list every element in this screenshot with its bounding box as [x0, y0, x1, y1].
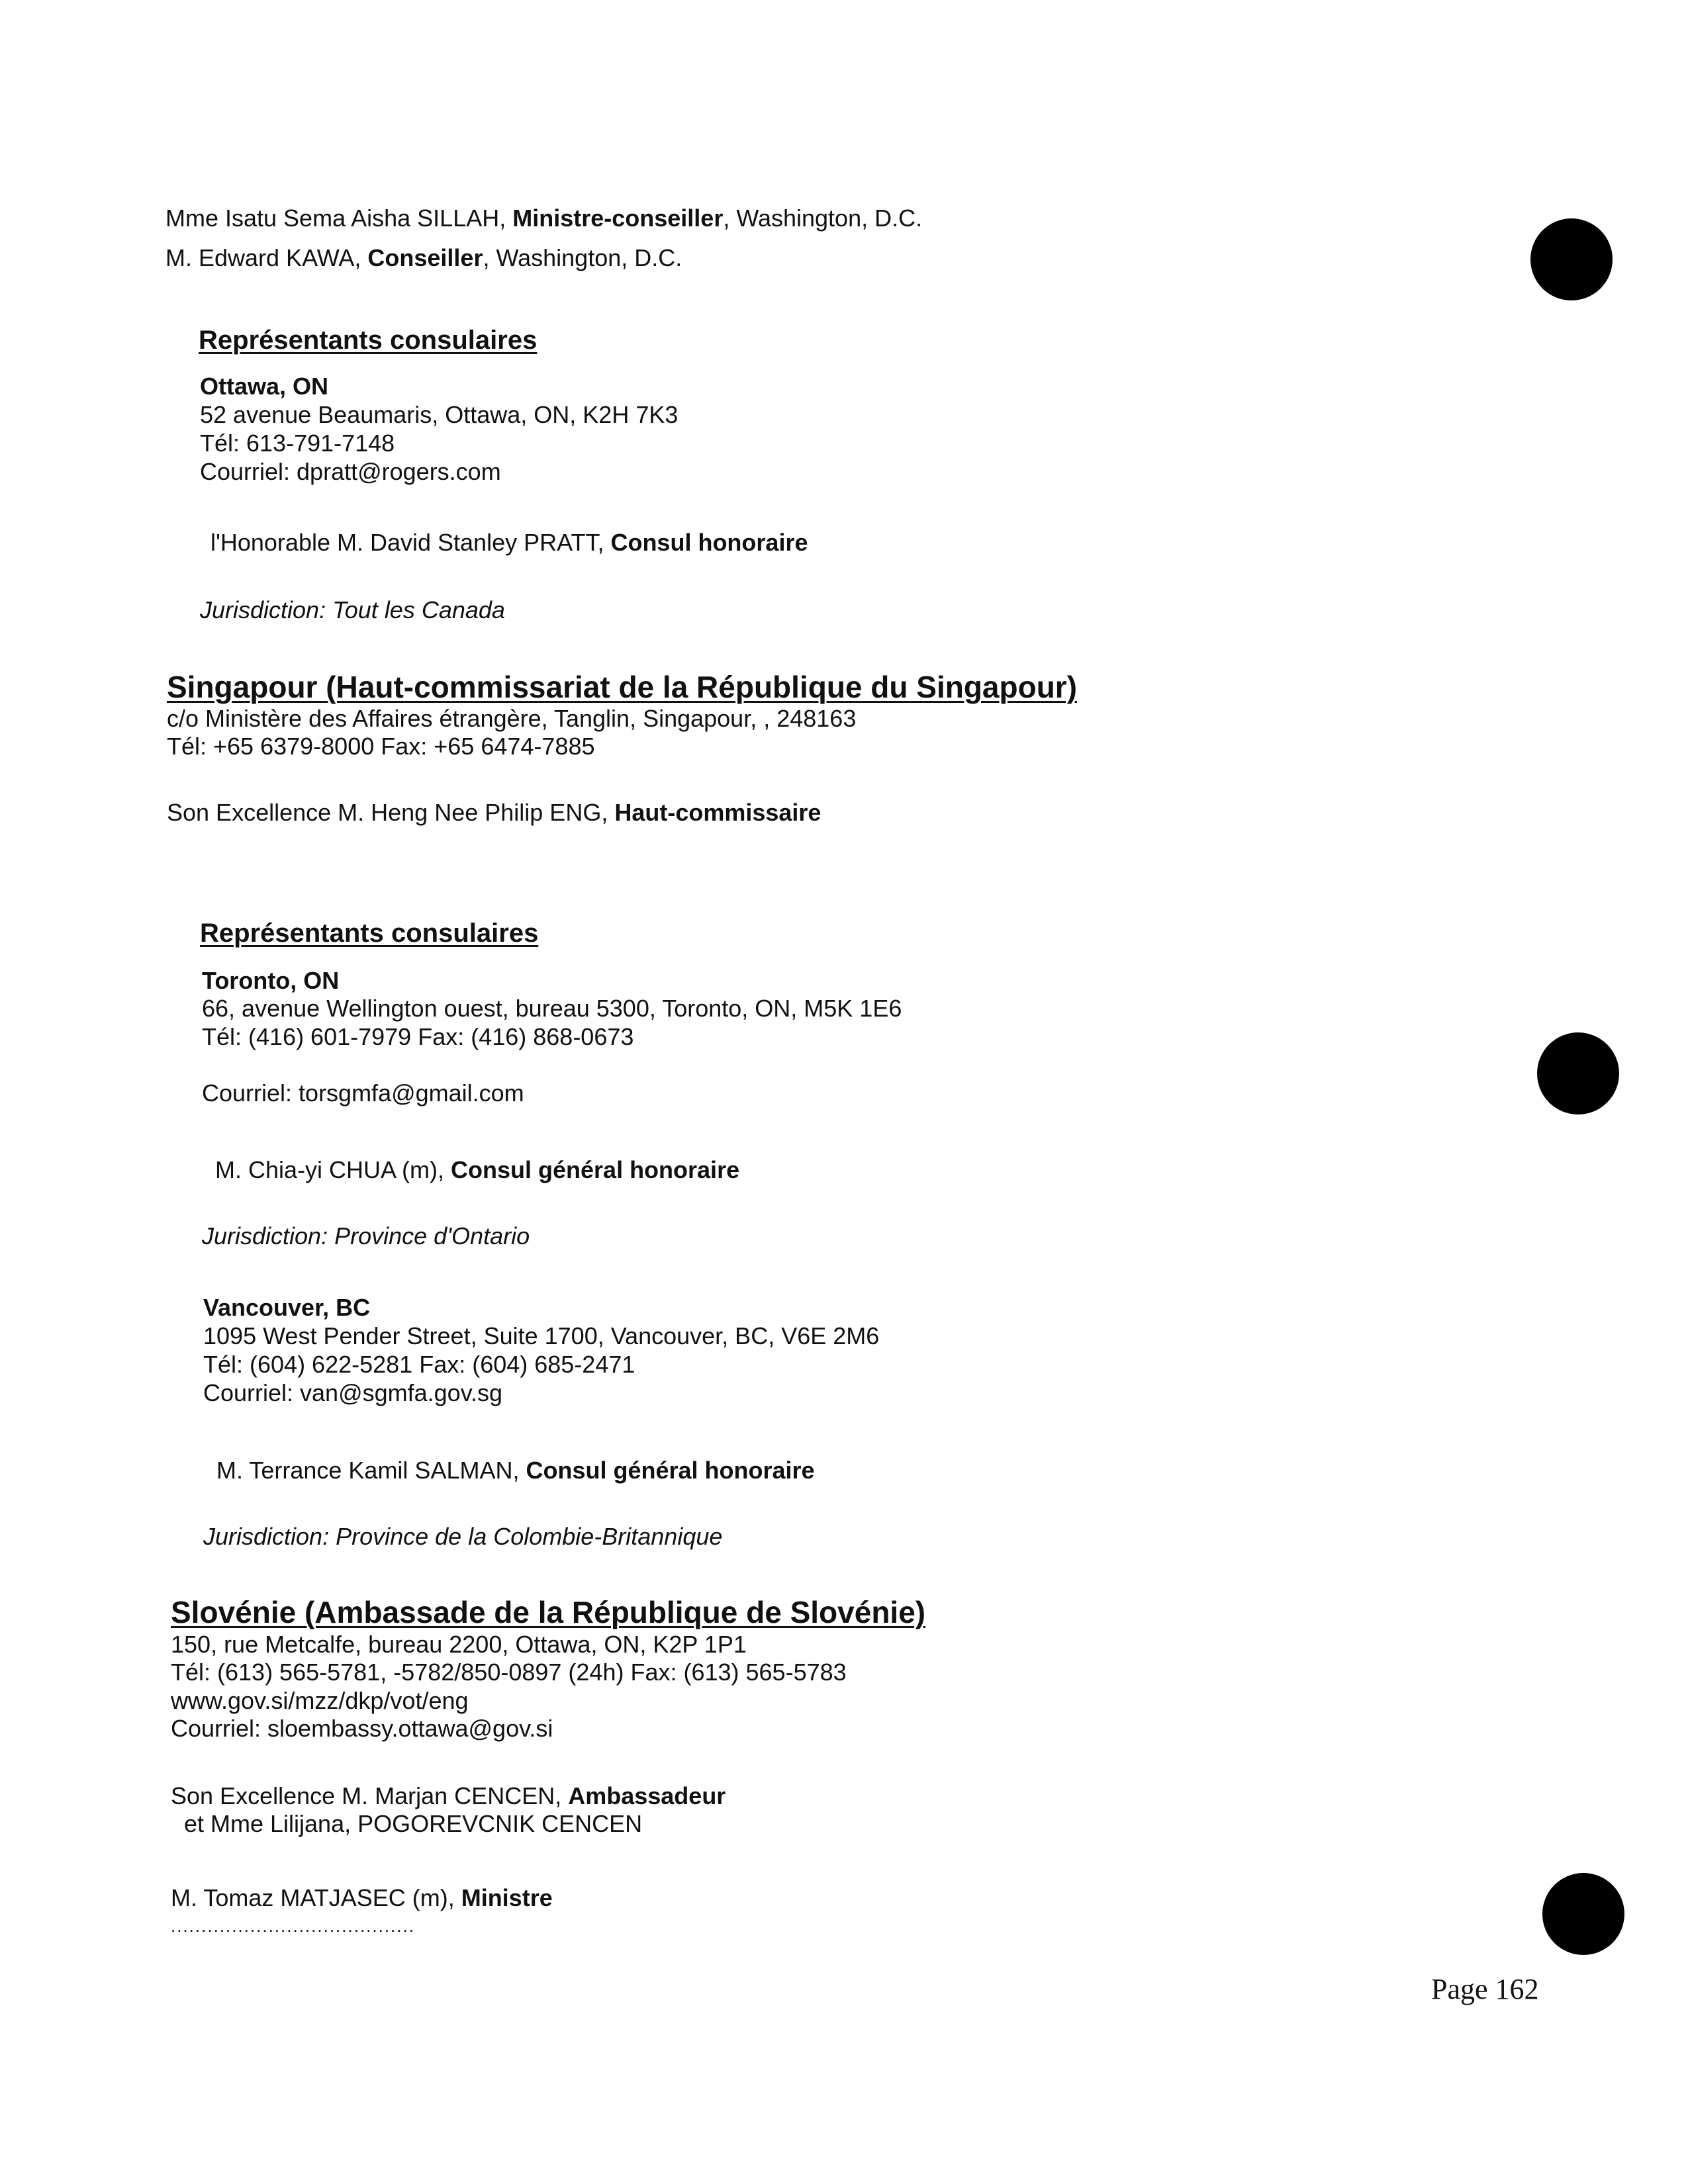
jurisdiction-label: Jurisdiction: [202, 1222, 328, 1250]
jurisdiction-line [202, 1222, 530, 1251]
ambassador-line [171, 1782, 726, 1811]
mission-tel: Tél: (613) 565-5781, -5782/850-0897 (24h) Fax: (613) 565-5783 [171, 1659, 847, 1686]
person-name: Mme Isatu Sema Aisha SILLAH, [165, 205, 513, 232]
staff-line-sillah [165, 204, 922, 233]
person-title: Consul général honoraire [451, 1156, 740, 1183]
consulate-email: Courriel: dpratt@rogers.com [200, 458, 501, 485]
person-location: , Washington, D.C. [483, 244, 682, 271]
person-name: M. Tomaz MATJASEC (m), [171, 1884, 461, 1911]
consulate-address: 66, avenue Wellington ouest, bureau 5300, Toronto, ON, M5K 1E6 [202, 995, 902, 1022]
person-title: Ministre-conseiller [512, 205, 724, 232]
person-name: Son Excellence M. Heng Nee Philip ENG, [167, 799, 615, 826]
person-location: , Washington, D.C. [723, 205, 923, 232]
minister-line [171, 1884, 553, 1913]
jurisdiction-value: Province de la Colombie-Britannique [329, 1523, 723, 1550]
page-number: Page 162 [1431, 1973, 1539, 2005]
consulate-email: Courriel: van@sgmfa.gov.sg [203, 1379, 503, 1406]
country-heading-slovenia: Slovénie (Ambassade de la République de Slovénie) [171, 1595, 926, 1629]
person-title: Ambassadeur [568, 1782, 726, 1809]
country-heading-singapore: Singapour (Haut-commissariat de la République du Singapour) [167, 670, 1078, 704]
mission-address: 150, rue Metcalfe, bureau 2200, Ottawa, ON, K2P 1P1 [171, 1631, 747, 1658]
person-name: M. Edward KAWA, [165, 244, 368, 271]
person-title: Ministre [461, 1884, 553, 1911]
spouse-line: et Mme Lilijana, POGOREVCNIK CENCEN [184, 1810, 643, 1837]
jurisdiction-label: Jurisdiction: [200, 596, 326, 623]
person-name: M. Terrance Kamil SALMAN, [216, 1457, 526, 1484]
person-title: Haut-commissaire [614, 799, 821, 826]
jurisdiction-value: Province d'Ontario [328, 1222, 530, 1250]
person-title: Consul honoraire [610, 529, 808, 556]
consulate-tel: Tél: (604) 622-5281 Fax: (604) 685-2471 [203, 1351, 635, 1378]
punch-hole-bottom [1542, 1873, 1624, 1955]
consulate-city: Vancouver, BC [203, 1294, 371, 1321]
jurisdiction-label: Jurisdiction: [203, 1523, 330, 1550]
person-name: Son Excellence M. Marjan CENCEN, [171, 1782, 569, 1809]
consulate-address: 52 avenue Beaumaris, Ottawa, ON, K2H 7K3 [200, 401, 679, 428]
consulate-tel: Tél: 613-791-7148 [200, 430, 395, 457]
consulate-email: Courriel: torsgmfa@gmail.com [202, 1079, 524, 1107]
consulate-city: Ottawa, ON [200, 373, 329, 400]
dotted-leader: ........................................ [171, 1916, 415, 1936]
mission-address: c/o Ministère des Affaires étrangère, Tanglin, Singapour, , 248163 [167, 705, 857, 732]
consulate-city: Toronto, ON [202, 967, 340, 994]
mission-tel: Tél: +65 6379-8000 Fax: +65 6474-7885 [167, 733, 595, 760]
consul-line [215, 1156, 739, 1185]
punch-hole-top [1530, 218, 1613, 300]
consul-line [211, 528, 808, 557]
consul-line [216, 1456, 815, 1485]
person-title: Conseiller [367, 244, 483, 271]
consular-heading: Représentants consulaires [199, 326, 538, 355]
staff-line-kawa [165, 244, 682, 273]
person-title: Consul général honoraire [526, 1457, 815, 1484]
jurisdiction-line [203, 1522, 722, 1551]
jurisdiction-line [200, 596, 505, 625]
head-of-mission-line [167, 798, 821, 827]
mission-website: www.gov.si/mzz/dkp/vot/eng [171, 1687, 469, 1714]
punch-hole-middle [1537, 1032, 1619, 1115]
consular-heading: Représentants consulaires [200, 919, 539, 948]
mission-email: Courriel: sloembassy.ottawa@gov.si [171, 1715, 553, 1742]
consulate-tel: Tél: (416) 601-7979 Fax: (416) 868-0673 [202, 1023, 634, 1050]
jurisdiction-value: Tout les Canada [326, 596, 505, 623]
person-name: M. Chia-yi CHUA (m), [215, 1156, 451, 1183]
person-name: l'Honorable M. David Stanley PRATT, [211, 529, 611, 556]
consulate-address: 1095 West Pender Street, Suite 1700, Vancouver, BC, V6E 2M6 [203, 1322, 880, 1349]
